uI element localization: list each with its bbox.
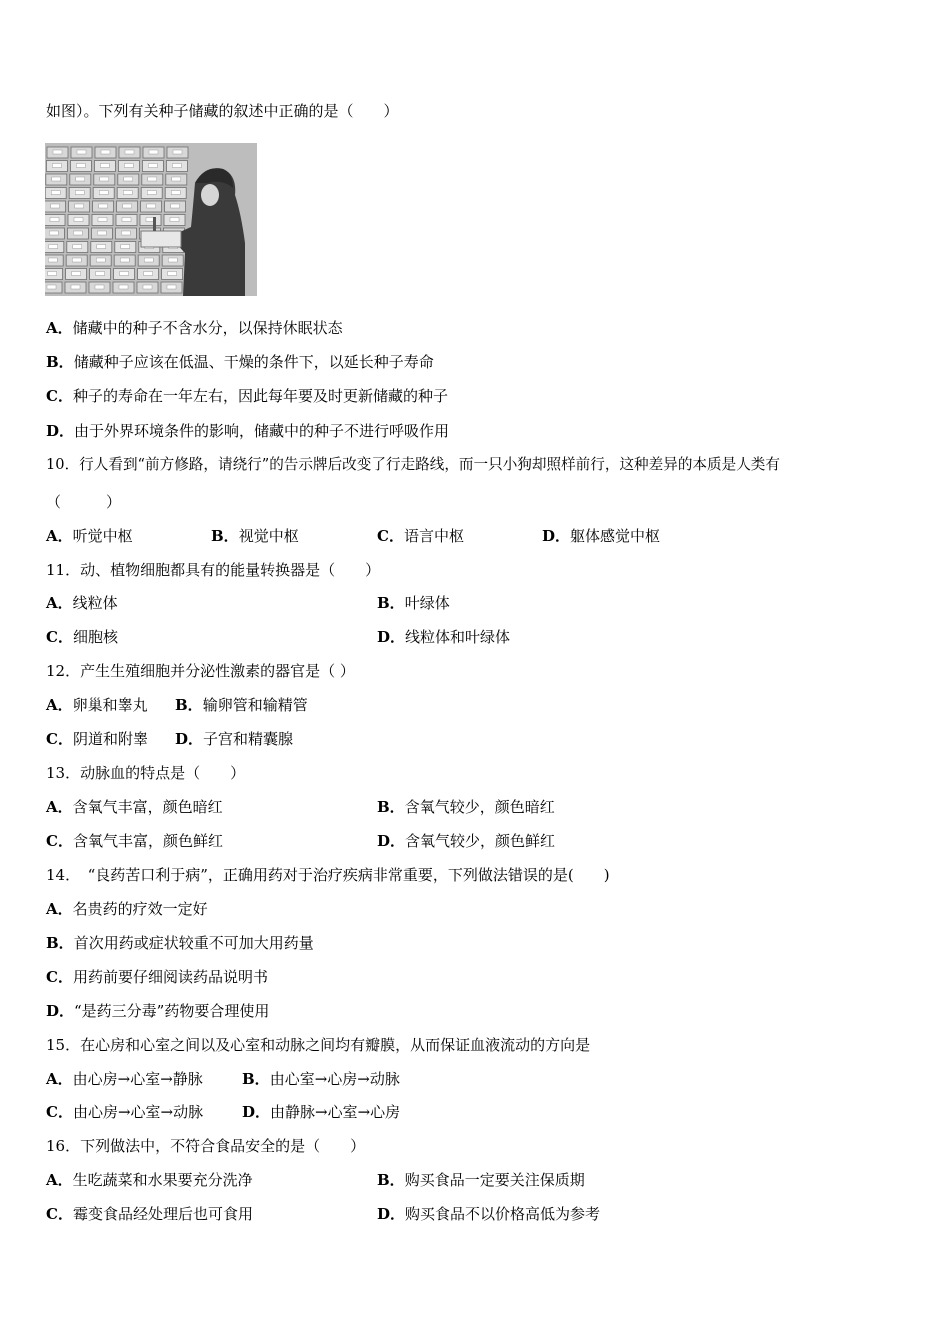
q15-option-c: C．由心房→心室→动脉 xyxy=(46,1103,204,1121)
q15-stem: 15．在心房和心室之间以及心室和动脉之间均有瓣膜，从而保证血液流动的方向是 xyxy=(46,1036,591,1054)
q10-option-c: C．语言中枢 xyxy=(377,527,464,545)
q12-option-b: B．输卵管和输精管 xyxy=(175,696,308,714)
q15-option-b: B．由心室→心房→动脉 xyxy=(242,1070,400,1088)
q12-option-d: D．子宫和精囊腺 xyxy=(175,730,294,748)
q10-option-d: D．躯体感觉中枢 xyxy=(542,527,661,545)
q9-option-a: A．储藏中的种子不含水分，以保持休眠状态 xyxy=(46,319,343,337)
q11-option-b: B．叶绿体 xyxy=(377,594,450,612)
q9-option-d: D．由于外界环境条件的影响，储藏中的种子不进行呼吸作用 xyxy=(46,422,450,440)
q13-stem: 13．动脉血的特点是（ ） xyxy=(46,764,246,782)
q16-option-d: D．购买食品不以价格高低为参考 xyxy=(377,1205,601,1223)
q11-option-d: D．线粒体和叶绿体 xyxy=(377,628,511,646)
q15-option-a: A．由心房→心室→静脉 xyxy=(46,1070,203,1088)
question-9-stem-end: 如图）。下列有关种子储藏的叙述中正确的是（ ） xyxy=(46,102,399,120)
q13-option-a: A．含氧气丰富，颜色暗红 xyxy=(46,798,223,816)
q9-option-b: B．储藏种子应该在低温、干燥的条件下，以延长种子寿命 xyxy=(46,353,434,371)
q13-option-d: D．含氧气较少，颜色鲜红 xyxy=(377,832,556,850)
q14-option-c: C．用药前要仔细阅读药品说明书 xyxy=(46,968,268,986)
q10-option-b: B．视觉中枢 xyxy=(211,527,299,545)
q15-option-d: D．由静脉→心室→心房 xyxy=(242,1103,401,1121)
q13-option-b: B．含氧气较少，颜色暗红 xyxy=(377,798,555,816)
q14-stem: 14． “良药苦口利于病”，正确用药对于治疗疾病非常重要，下列做法错误的是( ) xyxy=(46,866,610,884)
q12-stem: 12．产生生殖细胞并分泌性激素的器官是（ ） xyxy=(46,662,355,680)
q10-option-a: A．听觉中枢 xyxy=(46,527,133,545)
q9-option-c: C．种子的寿命在一年左右，因此每年要及时更新储藏的种子 xyxy=(46,387,448,405)
q12-option-a: A．卵巢和睾丸 xyxy=(46,696,148,714)
q10-stem: 10．行人看到“前方修路，请绕行”的告示牌后改变了行走路线，而一只小狗却照样前行，这种差异的本质是人类有 xyxy=(46,456,780,473)
seed-storage-photo xyxy=(45,143,257,296)
q16-option-a: A．生吃蔬菜和水果要充分洗净 xyxy=(46,1171,253,1189)
q16-stem: 16．下列做法中，不符合食品安全的是（ ） xyxy=(46,1137,366,1155)
q12-option-c: C．阴道和附睾 xyxy=(46,730,148,748)
q14-option-a: A．名贵药的疗效一定好 xyxy=(46,900,208,918)
q16-option-b: B．购买食品一定要关注保质期 xyxy=(377,1171,585,1189)
q11-option-a: A．线粒体 xyxy=(46,594,118,612)
q13-option-c: C．含氧气丰富，颜色鲜红 xyxy=(46,832,223,850)
q11-option-c: C．细胞核 xyxy=(46,628,118,646)
q10-stem-blank: （ ） xyxy=(46,493,122,511)
q11-stem: 11．动、植物细胞都具有的能量转换器是（ ） xyxy=(46,561,381,579)
q14-option-b: B．首次用药或症状较重不可加大用药量 xyxy=(46,934,314,952)
q16-option-c: C．霉变食品经处理后也可食用 xyxy=(46,1205,253,1223)
q14-option-d: D．“是药三分毒”药物要合理使用 xyxy=(46,1002,270,1020)
